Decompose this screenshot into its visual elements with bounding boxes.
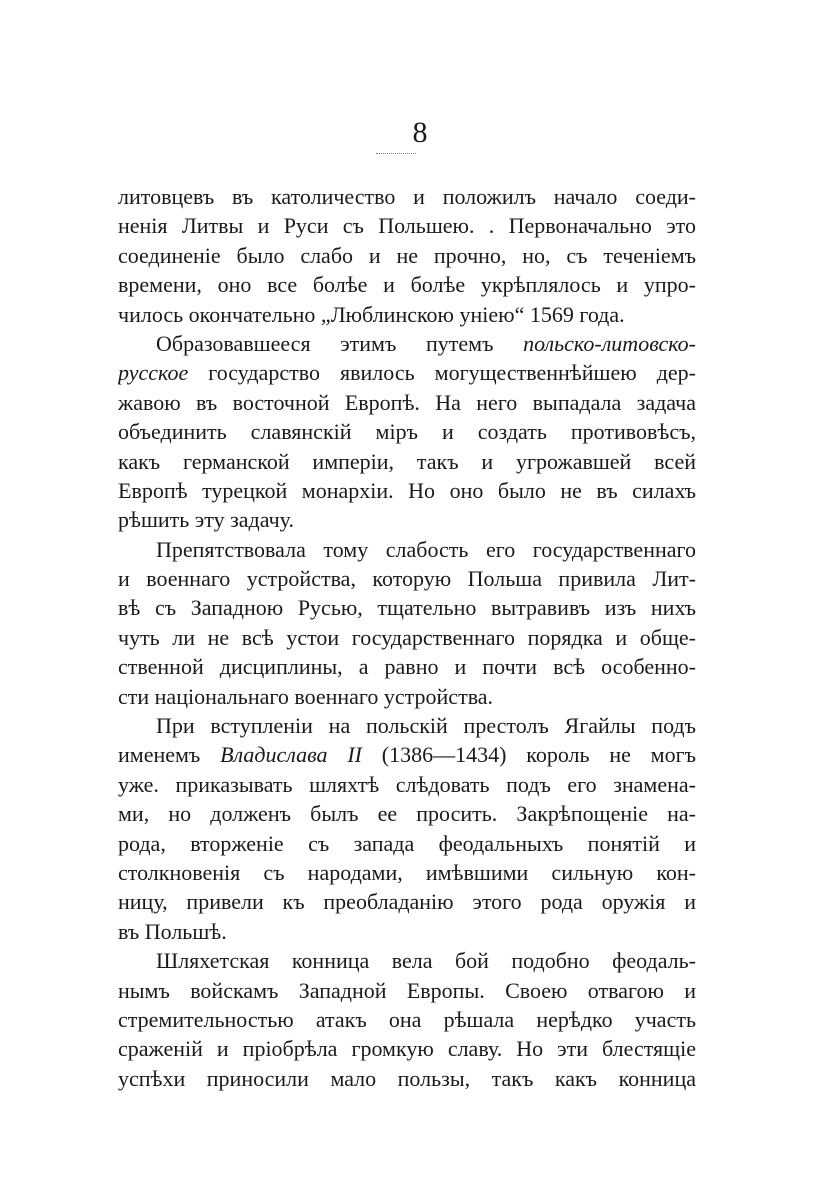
italic-term: русское — [118, 360, 189, 386]
paragraph — [118, 329, 696, 535]
text-line: русское государство явилось могущественнѣйшею дер- — [118, 360, 696, 386]
text-line: сти національнаго военнаго устройства. — [118, 683, 494, 709]
text-line: жавою въ восточной Европѣ. На него выпадала задача — [118, 389, 696, 415]
text-line: именемъ Владислава II (1386—1434) король не могъ — [118, 742, 696, 768]
body-text — [118, 182, 696, 1093]
text-line: чуть ли не всѣ устои государственнаго порядка и обще- — [118, 624, 696, 650]
paragraph — [118, 535, 696, 711]
text-line: уже. приказывать шляхтѣ слѣдовать подъ его знамена- — [118, 771, 696, 797]
text-line: нымъ войскамъ Западной Европы. Своею отвагою и — [118, 977, 696, 1003]
text-line: и военнаго устройства, которую Польша привила Лит- — [118, 566, 696, 592]
text-line: ственной дисциплины, а равно и почти всѣ особенно- — [118, 654, 696, 680]
text-line: Препятствовала тому слабость его государственнаго — [156, 536, 696, 562]
paragraph — [118, 182, 696, 329]
text-line: Шляхетская конница вела бой подобно феодаль- — [156, 948, 696, 974]
text-line: успѣхи приносили мало пользы, такъ какъ конница — [118, 1065, 696, 1091]
text-line: времени, оно все болѣе и болѣе укрѣплялось и упро- — [118, 272, 696, 298]
text-line: столкновенія съ народами, имѣвшими сильную кон- — [118, 859, 696, 885]
text-line: вѣ съ Западною Русью, тщательно вытравивъ изъ нихъ — [118, 595, 696, 621]
italic-name: Владислава II — [220, 742, 362, 768]
text-line: сраженій и пріобрѣла громкую славу. Но эти блестящіе — [118, 1036, 696, 1062]
text-line: Европѣ турецкой монархіи. Но оно было не въ силахъ — [118, 477, 696, 503]
text-line: какъ германской имперіи, такъ и угрожавшей всей — [118, 448, 696, 474]
text-line: Образовавшееся этимъ путемъ польско-литовско- — [156, 330, 696, 356]
text-line: объединить славянскій міръ и создать противовѣсъ, — [118, 419, 696, 445]
text-line: ненія Литвы и Руси съ Польшею. . Первоначально это — [118, 213, 696, 239]
text-line: стремительностью атакъ она рѣшала нерѣдко участь — [118, 1006, 696, 1032]
paragraph — [118, 711, 696, 946]
italic-term: польско-литовско- — [523, 330, 696, 356]
text-line: рода, вторженіе съ запада феодальныхъ понятій и — [118, 830, 696, 856]
text-line: ницу, привели къ преобладанію этого рода оружія и — [118, 889, 696, 915]
paragraph — [118, 946, 696, 1093]
text-line: литовцевъ въ католичество и положилъ начало соеди- — [118, 184, 696, 209]
text-line: въ Польшѣ. — [118, 918, 227, 944]
page-number-ornament — [376, 153, 416, 154]
text-line: При вступленіи на польскій престолъ Ягайлы подъ — [156, 713, 696, 739]
text-line: соединеніе было слабо и не прочно, но, съ теченіемъ — [118, 242, 696, 268]
text-line: рѣшить эту задачу. — [118, 507, 294, 533]
page-number: 8 — [412, 116, 428, 149]
text-line: чилось окончательно „Люблинскою уніею“ 1569 года. — [118, 301, 625, 327]
text-line: ми, но долженъ былъ ее просить. Закрѣпощеніе на- — [118, 801, 696, 827]
